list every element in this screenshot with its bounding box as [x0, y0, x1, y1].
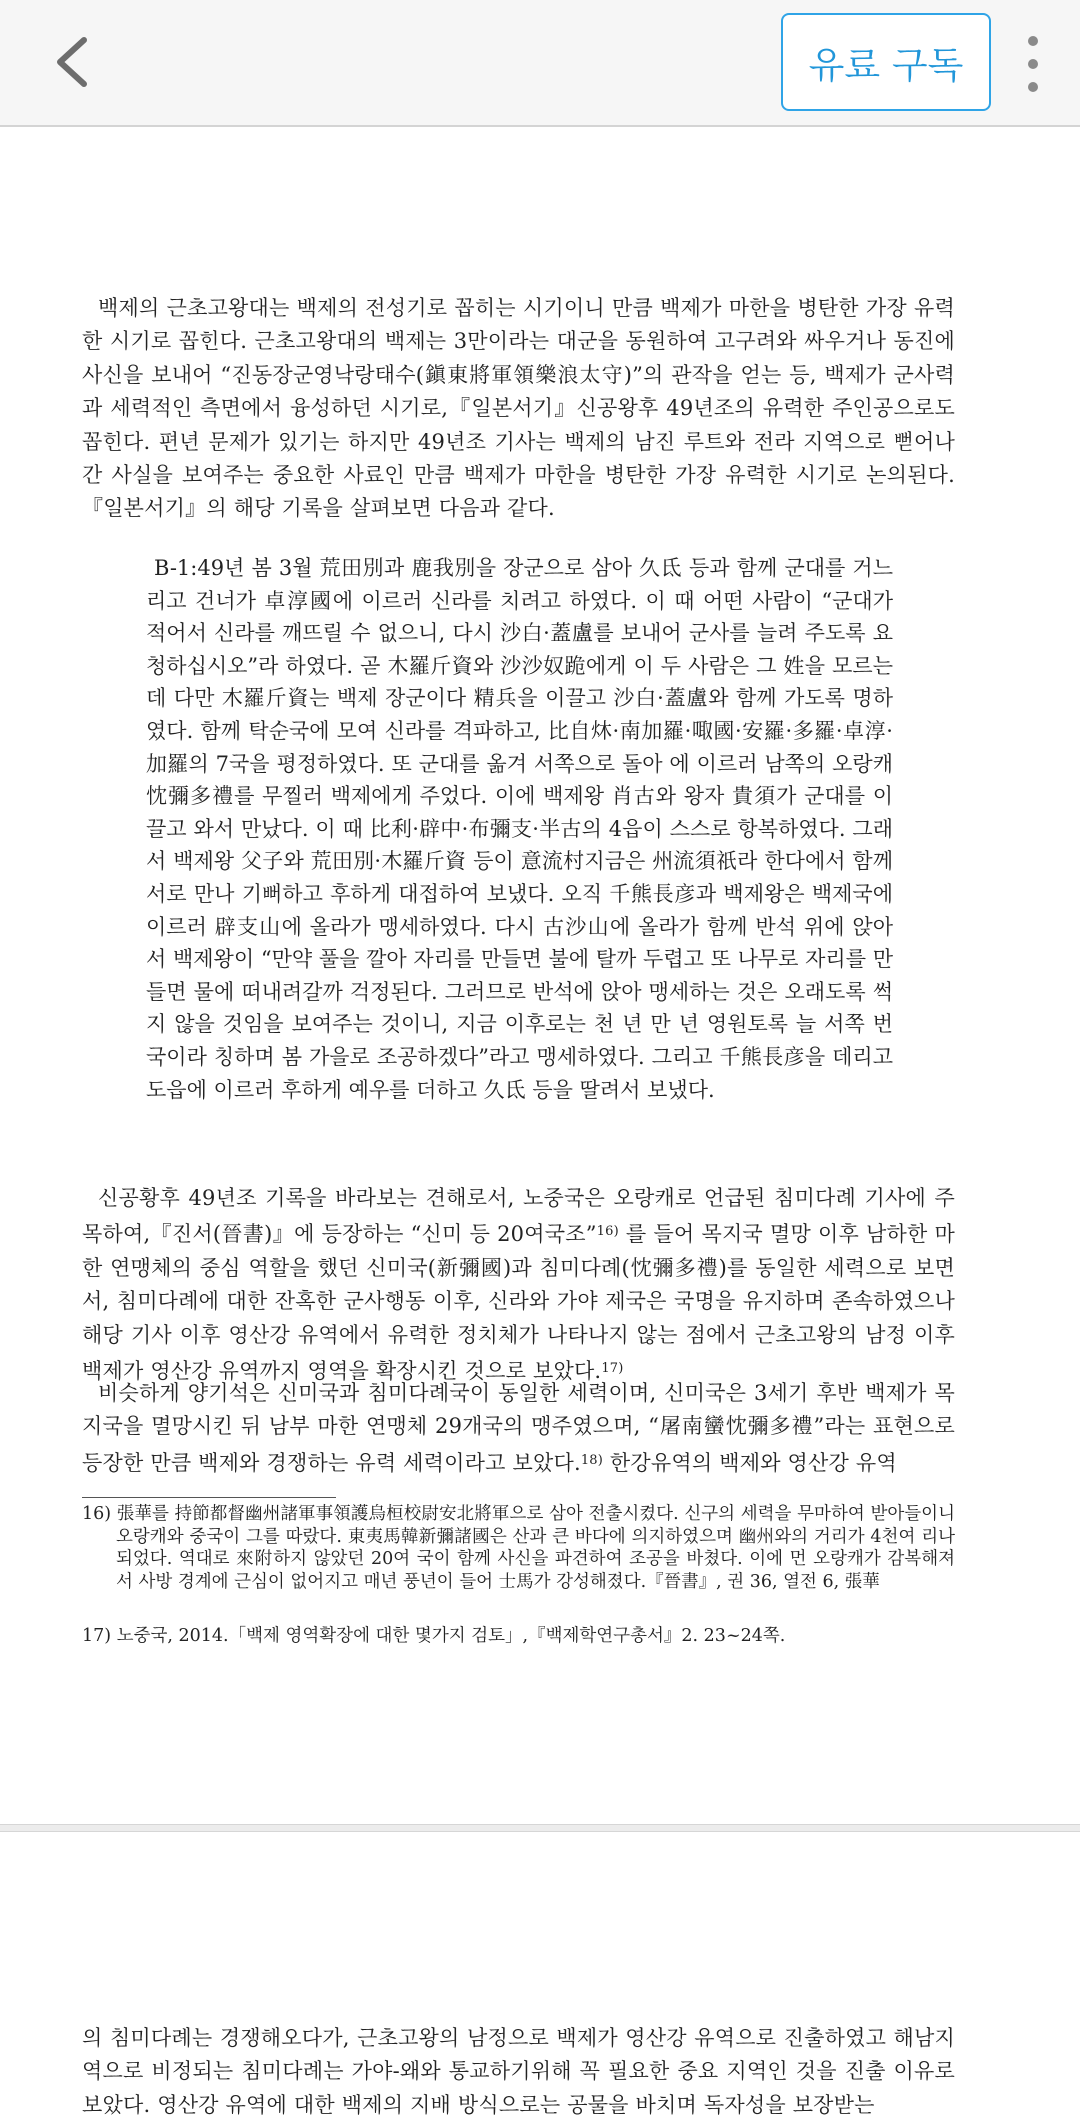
- footnote: 16) 張華를 持節都督幽州諸軍事領護烏桓校尉安北將軍으로 삼아 전출시켰다. 신구의 세력을 무마하여 받아들이니 오랑캐와 중국이 그를 따랐다. 東夷馬韓新彌諸國은 산과 큰 바다에 의지하였으며 幽州와의 거리가 4천여 리나 되었다. 역대로 來附하지 않았던 20여 국이 함께 사신을 파견하여 조공을 바쳤다. 이에 먼 오랑캐가 감복해져서 사방 경계에 근심이 없어지고 매년 풍년이 들어 士馬가 강성해졌다.『晉書』, 권 36, 열전 6, 張華: [82, 1504, 955, 1592]
- footnote: 17) 노중국, 2014.「백제 영역확장에 대한 몇가지 검토」,『백제학연구총서』2. 23~24쪽.: [82, 1626, 786, 1646]
- footnote-ref[interactable]: 18): [580, 1452, 604, 1468]
- more-options-button[interactable]: [1018, 36, 1048, 92]
- body-paragraph: [82, 1377, 955, 1480]
- block-quotation: B-1:49년 봄 3월 荒田別과 鹿我別을 장군으로 삼아 久氐 등과 함께 군대를 거느리고 건너가 卓淳國에 이르러 신라를 치려고 하였다. 이 때 어떤 사람이 “군대가 적어서 신라를 깨뜨릴 수 없으니, 다시 沙白·蓋盧를 보내어 군사를 늘려 주도록 요청하십시오”라 하였다. 곧 木羅斤資와 沙沙奴跪에게 이 두 사람은 그 姓을 모르는데 다만 木羅斤資는 백제 장군이다 精兵을 이끌고 沙白·蓋盧와 함께 가도록 명하였다. 함께 탁순국에 모여 신라를 격파하고, 比自炑·南加羅·㖩國·安羅·多羅·卓淳·加羅의 7국을 평정하였다. 또 군대를 옮겨 서쪽으로 돌아 에 이르러 남쪽의 오랑캐 忱彌多禮를 무찔러 백제에게 주었다. 이에 백제왕 肖古와 왕자 貴須가 군대를 이끌고 와서 만났다. 이 때 比利·辟中·布彌支·半古의 4읍이 스스로 항복하였다. 그래서 백제왕 父子와 荒田別·木羅斤資 등이 意流村지금은 州流須祇라 한다에서 함께 서로 만나 기뻐하고 후하게 대접하여 보냈다. 오직 千熊長彦과 백제왕은 백제국에 이르러 辟支山에 올라가 맹세하였다. 다시 古沙山에 올라가 함께 반석 위에 앉아서 백제왕이 “만약 풀을 깔아 자리를 만들면 불에 탈까 두렵고 또 나무로 자리를 만들면 물에 떠내려갈까 걱정된다. 그러므로 반석에 앉아 맹세하는 것은 오래도록 썩지 않을 것임을 보여주는 것이니, 지금 이후로는 천 년 만 년 영원토록 늘 서쪽 번국이라 칭하며 봄 가을로 조공하겠다”라고 맹세하였다. 그리고 千熊長彦을 데리고 도읍에 이르러 후하게 예우를 더하고 久氐 등을 딸려서 보냈다.: [146, 556, 893, 1102]
- vertical-ellipsis-icon: [1028, 82, 1038, 92]
- chevron-left-icon: [52, 36, 92, 88]
- body-paragraph: [82, 1182, 955, 1388]
- document-page-2: [0, 1832, 1080, 2125]
- text-run: 비슷하게 양기석은 신미국과 침미다례국이 동일한 세력이며, 신미국은 3세기 후반 백제가 목지국을 멸망시킨 뒤 남부 마한 연맹체 29개국의 맹주였으며, “屠南蠻忱彌多禮”라는 표현으로 등장한 만큼 백제와 경쟁하는 유력 세력이라고 보았다.: [82, 1381, 955, 1475]
- top-app-bar: [0, 0, 1080, 127]
- page-separator: [0, 1824, 1080, 1832]
- paid-subscription-button[interactable]: 유료 구독: [781, 13, 991, 111]
- body-paragraph: 백제의 근초고왕대는 백제의 전성기로 꼽히는 시기이니 만큼 백제가 마한을 병탄한 가장 유력한 시기로 꼽힌다. 근초고왕대의 백제는 3만이라는 대군을 동원하여 고구려와 싸우거나 동진에 사신을 보내어 “진동장군영낙랑태수(鎭東將軍領樂浪太守)”의 관작을 얻는 등, 백제가 군사력과 세력적인 측면에서 융성하던 시기로,『일본서기』신공왕후 49년조의 유력한 주인공으로도 꼽힌다. 편년 문제가 있기는 하지만 49년조 기사는 백제의 남진 루트와 전라 지역으로 뻗어나간 사실을 보여주는 중요한 사료인 만큼 백제가 마한을 병탄한 가장 유력한 시기로 논의된다.『일본서기』의 해당 기록을 살펴보면 다음과 같다.: [82, 296, 955, 521]
- footnote-ref[interactable]: 16): [596, 1224, 619, 1240]
- document-page-1: [0, 129, 1080, 1824]
- text-run: 한강유역의 백제와 영산강 유역: [603, 1450, 897, 1475]
- text-run: 신공황후 49년조 기록을 바라보는 견해로서, 노중국은 오랑캐로 언급된 침미다례 기사에 주목하여,『진서(晉書)』에 등장하는 “신미 등 20여국조”: [82, 1186, 955, 1247]
- footnote-ref[interactable]: 17): [601, 1361, 624, 1377]
- text-run: 를 들어 목지국 멸망 이후 남하한 마한 연맹체의 중심 역할을 했던 신미국(新彌國)과 침미다례(忱彌多禮)를 동일한 세력으로 보면서, 침미다례에 대한 잔혹한 군사행동 이후, 신라와 가야 제국은 국명을 유지하며 존속하였으나 해당 기사 이후 영산강 유역에서 유력한 정치체가 나타나지 않는 점에서 근초고왕의 남정 이후 백제가 영산강 유역까지 영역을 확장시킨 것으로 보았다.: [82, 1222, 955, 1384]
- footnote-divider: [82, 1497, 336, 1498]
- vertical-ellipsis-icon: [1028, 59, 1038, 69]
- vertical-ellipsis-icon: [1028, 36, 1038, 46]
- back-button[interactable]: [44, 34, 100, 90]
- body-paragraph: 의 침미다례는 경쟁해오다가, 근초고왕의 남정으로 백제가 영산강 유역으로 진출하였고 해남지역으로 비정되는 침미다례는 가야-왜와 통교하기위해 꼭 필요한 중요 지역인 것을 진출 이유로 보았다. 영산강 유역에 대한 백제의 지배 방식으로는 공물을 바치며 독자성을 보장받는: [82, 2026, 955, 2117]
